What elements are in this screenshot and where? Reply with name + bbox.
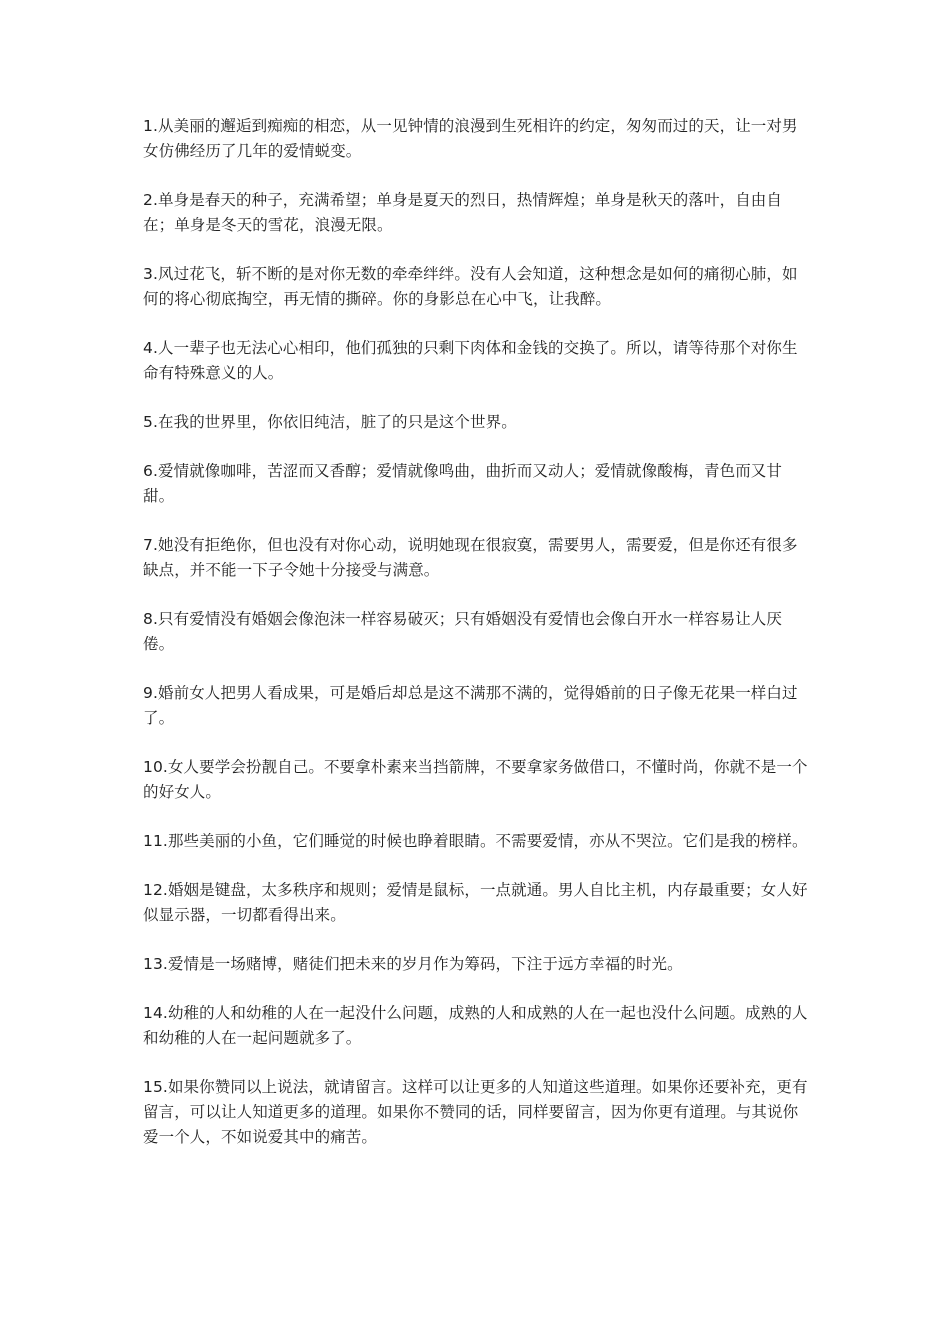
document-body [143,114,811,1174]
paragraph-4: 4.人一辈子也无法心心相印，他们孤独的只剩下肉体和金钱的交换了。所以，请等待那个对你生命有特殊意义的人。 [143,339,798,382]
paragraph-5: 5.在我的世界里，你依旧纯洁，脏了的只是这个世界。 [143,413,517,431]
paragraph-10: 10.女人要学会扮靓自己。不要拿朴素来当挡箭牌，不要拿家务做借口，不懂时尚，你就不是一个的好女人。 [143,758,808,801]
paragraph-1: 1.从美丽的邂逅到痴痴的相恋，从一见钟情的浪漫到生死相许的约定，匆匆而过的天，让一对男女仿佛经历了几年的爱情蜕变。 [143,117,798,160]
paragraph-11: 11.那些美丽的小鱼，它们睡觉的时候也睁着眼睛。不需要爱情，亦从不哭泣。它们是我的榜样。 [143,832,808,850]
paragraph-13: 13.爱情是一场赌博，赌徒们把未来的岁月作为筹码，下注于远方幸福的时光。 [143,955,683,973]
paragraph-9: 9.婚前女人把男人看成果，可是婚后却总是这不满那不满的，觉得婚前的日子像无花果一样白过了。 [143,684,798,727]
paragraph-7: 7.她没有拒绝你，但也没有对你心动，说明她现在很寂寞，需要男人，需要爱，但是你还有很多缺点，并不能一下子令她十分接受与满意。 [143,536,798,579]
paragraph-2: 2.单身是春天的种子，充满希望；单身是夏天的烈日，热情辉煌；单身是秋天的落叶，自由自在；单身是冬天的雪花，浪漫无限。 [143,191,782,234]
paragraph-14: 14.幼稚的人和幼稚的人在一起没什么问题，成熟的人和成熟的人在一起也没什么问题。成熟的人和幼稚的人在一起问题就多了。 [143,1004,808,1047]
paragraph-3: 3.风过花飞，斩不断的是对你无数的牵牵绊绊。没有人会知道，这种想念是如何的痛彻心肺，如何的将心彻底掏空，再无情的撕碎。你的身影总在心中飞，让我醉。 [143,265,798,308]
paragraph-15: 15.如果你赞同以上说法，就请留言。这样可以让更多的人知道这些道理。如果你还要补充，更有留言，可以让人知道更多的道理。如果你不赞同的话，同样要留言，因为你更有道理。与其说你爱一个人，不如说爱其中的痛苦。 [143,1078,808,1146]
paragraph-12: 12.婚姻是键盘，太多秩序和规则；爱情是鼠标，一点就通。男人自比主机，内存最重要；女人好似显示器，一切都看得出来。 [143,881,808,924]
paragraph-6: 6.爱情就像咖啡，苦涩而又香醇；爱情就像鸣曲，曲折而又动人；爱情就像酸梅，青色而又甘甜。 [143,462,782,505]
paragraph-8: 8.只有爱情没有婚姻会像泡沫一样容易破灭；只有婚姻没有爱情也会像白开水一样容易让人厌倦。 [143,610,782,653]
